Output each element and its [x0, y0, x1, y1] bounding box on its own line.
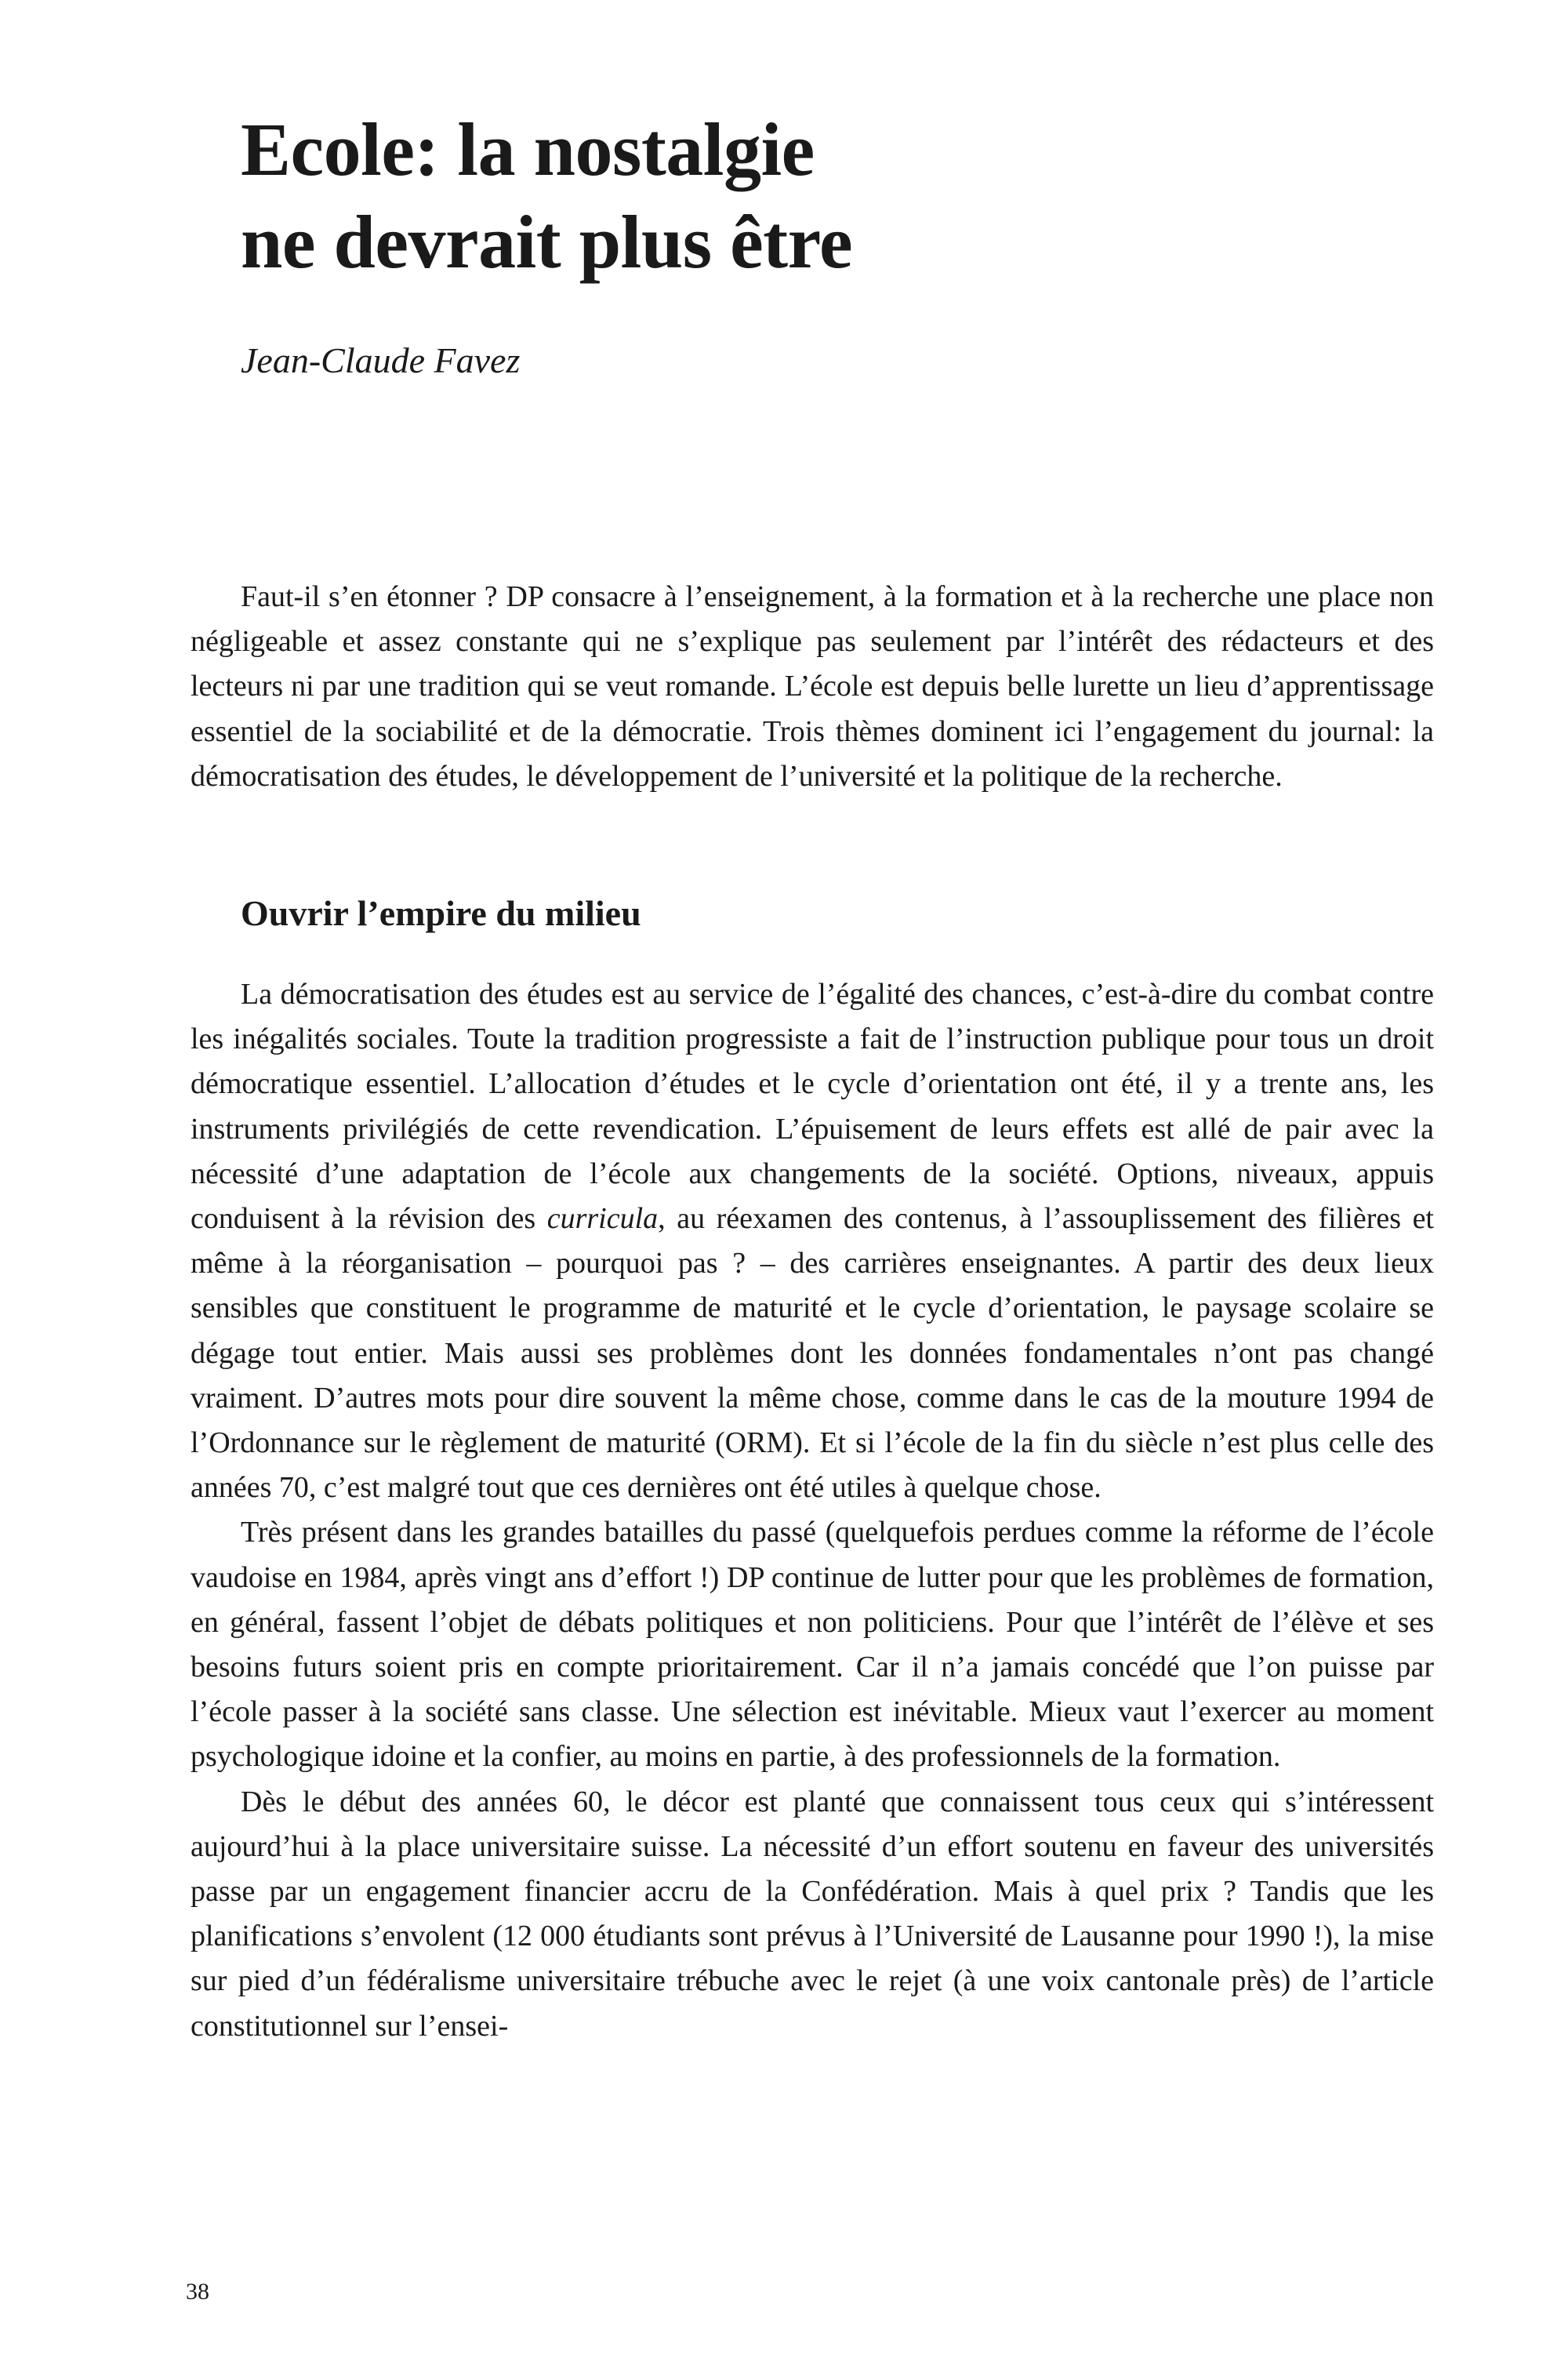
page-number: 38: [186, 2279, 209, 2305]
intro-paragraph: Faut-il s’en étonner ? DP consacre à l’enseignement, à la formation et à la recherche une place non négligeable et assez constante qui ne s’explique pas seulement par l’intérêt des rédacteurs et des lecteurs ni par une tradition qui se veut romande. L’école est depuis belle lurette un lieu d’apprentissage essentiel de la sociabilité et de la démocratie. Trois thèmes dominent ici l’engagement du journal: la démocratisation des études, le développement de l’université et la politique de la recherche.: [191, 580, 1434, 793]
body-paragraph-3: Dès le début des années 60, le décor est planté que connaissent tous ceux qui s’intéressent aujourd’hui à la place universitaire suisse. La nécessité d’un effort soutenu en faveur des universités passe par un engagement financier accru de la Confédération. Mais à quel prix ? Tandis que les planifications s’envolent (12 000 étudiants sont prévus à l’Université de Lausanne pour 1990 !), la mise sur pied d’un fédéralisme universitaire trébuche avec le rejet (à une voix cantonale près) de l’article constitutionnel sur l’ensei-: [191, 1785, 1434, 2043]
section-body: [191, 972, 1434, 2049]
section-heading: Ouvrir l’empire du milieu: [241, 893, 641, 933]
paragraph-1-text-a: La démocratisation des études est au service de l’égalité des chances, c’est-à-dire du combat contre les inégalités sociales. Toute la tradition progressiste a fait de l’instruction publique pour tous un droit démocratique essentiel. L’allocation d’études et le cycle d’orientation ont été, il y a trente ans, les instruments privilégiés de cette revendication. L’épuisement de leurs effets est allé de pair avec la nécessité d’une adaptation de l’école aux changements de la société. Options, niveaux, appuis conduisent à la révision des: [191, 978, 1434, 1236]
body-paragraph-2: Très présent dans les grandes batailles du passé (quelquefois perdues comme la réforme de l’école vaudoise en 1984, après vingt ans d’effort !) DP continue de lutter pour que les problèmes de formation, en général, fassent l’objet de débats politiques et non politiciens. Pour que l’intérêt de l’élève et ses besoins futurs soient pris en compte prioritairement. Car il n’a jamais concédé que l’on puisse par l’école passer à la société sans classe. Une sélection est inévitable. Mieux vaut l’exercer au moment psychologique idoine et la confier, au moins en partie, à des professionnels de la formation.: [191, 1516, 1434, 1774]
author-byline: Jean-Claude Favez: [241, 340, 521, 380]
intro-section: [191, 575, 1434, 799]
article-title-line-1: Ecole: la nostalgie: [241, 107, 815, 191]
body-paragraph-1: [191, 972, 1434, 1510]
paragraph-1-italic-term: curricula: [546, 1202, 659, 1236]
article-title: [241, 104, 1417, 289]
paragraph-1-text-b: , au réexamen des contenus, à l’assouplissement des filières et même à la réorganisation – pourquoi pas ? – des carrières enseignantes. A partir des deux lieux sensibles que constituent le programme de maturité et le cycle d’orientation, le paysage scolaire se dégage tout entier. Mais aussi ses problèmes dont les données fondamentales n’ont pas changé vraiment. D’autres mots pour dire souvent la même chose, comme dans le cas de la mouture 1994 de l’Ordonnance sur le règlement de maturité (ORM). Et si l’école de la fin du siècle n’est plus celle des années 70, c’est malgré tout que ces dernières ont été utiles à quelque chose.: [191, 1202, 1434, 1505]
article-title-line-2: ne devrait plus être: [241, 200, 853, 284]
